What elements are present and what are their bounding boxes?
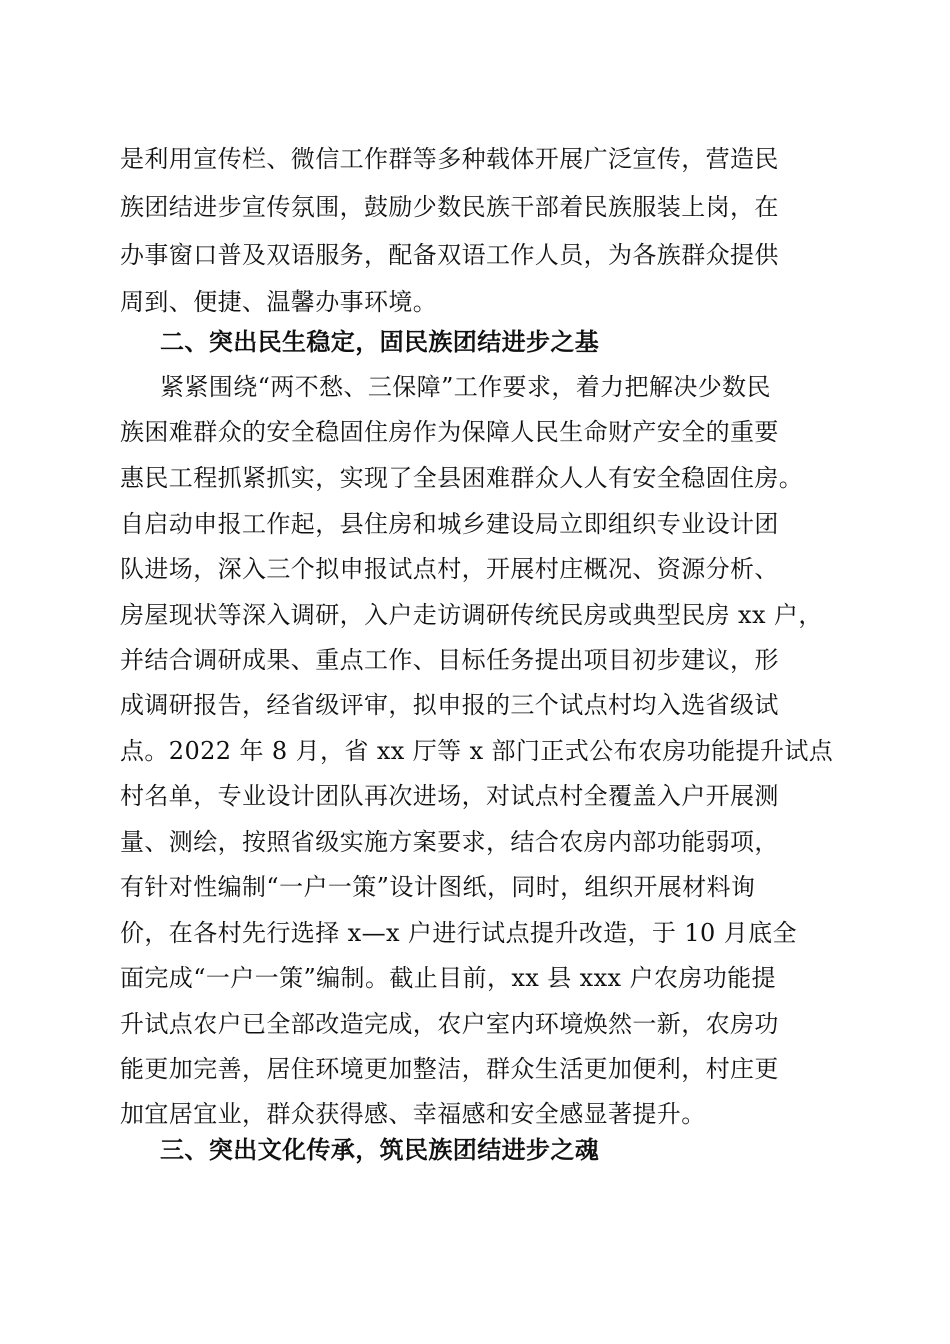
- paragraph-2-line-4: 自启动申报工作起，县住房和城乡建设局立即组织专业设计团: [120, 510, 779, 538]
- paragraph-2-line-11: 量、测绘，按照省级实施方案要求，结合农房内部功能弱项，: [120, 828, 779, 856]
- paragraph-1-line-3: 办事窗口普及双语服务，配备双语工作人员，为各族群众提供: [120, 241, 779, 269]
- paragraph-2-line-12: 有针对性编制“一户一策”设计图纸，同时，组织开展材料询: [120, 873, 756, 901]
- paragraph-2-line-3: 惠民工程抓紧抓实，实现了全县困难群众人人有安全稳固住房。: [120, 464, 804, 492]
- paragraph-2-line-9: 点。2022 年 8 月，省 xx 厅等 x 部门正式公布农房功能提升试点: [120, 737, 834, 765]
- paragraph-2-line-13: 价，在各村先行选择 x—x 户进行试点提升改造，于 10 月底全: [120, 919, 797, 947]
- section-heading-2: 二、突出民生稳定，固民族团结进步之基: [160, 328, 600, 356]
- paragraph-2-line-7: 并结合调研成果、重点工作、目标任务提出项目初步建议，形: [120, 646, 779, 674]
- paragraph-2-line-1: 紧紧围绕“两不愁、三保障”工作要求，着力把解决少数民: [160, 373, 771, 401]
- paragraph-2-line-14: 面完成“一户一策”编制。截止目前，xx 县 xxx 户农房功能提: [120, 964, 776, 992]
- section-heading-3: 三、突出文化传承，筑民族团结进步之魂: [160, 1136, 600, 1164]
- paragraph-2-line-5: 队进场，深入三个拟申报试点村，开展村庄概况、资源分析、: [120, 555, 779, 583]
- paragraph-2-line-10: 村名单，专业设计团队再次进场，对试点村全覆盖入户开展测: [120, 782, 779, 810]
- paragraph-2-line-6: 房屋现状等深入调研，入户走访调研传统民房或典型民房 xx 户，: [120, 601, 823, 629]
- paragraph-1-line-4: 周到、便捷、温馨办事环境。: [120, 288, 438, 316]
- paragraph-1-line-1: 是利用宣传栏、微信工作群等多种载体开展广泛宣传，营造民: [120, 145, 779, 173]
- paragraph-2-line-2: 族困难群众的安全稳固住房作为保障人民生命财产安全的重要: [120, 418, 779, 446]
- paragraph-2-line-16: 能更加完善，居住环境更加整洁，群众生活更加便利，村庄更: [120, 1055, 779, 1083]
- paragraph-2-line-8: 成调研报告，经省级评审，拟申报的三个试点村均入选省级试: [120, 691, 779, 719]
- paragraph-2-line-15: 升试点农户已全部改造完成，农户室内环境焕然一新，农房功: [120, 1010, 779, 1038]
- paragraph-1-line-2: 族团结进步宣传氛围，鼓励少数民族干部着民族服装上岗，在: [120, 193, 779, 221]
- paragraph-2-line-17: 加宜居宜业，群众获得感、幸福感和安全感显著提升。: [120, 1100, 706, 1128]
